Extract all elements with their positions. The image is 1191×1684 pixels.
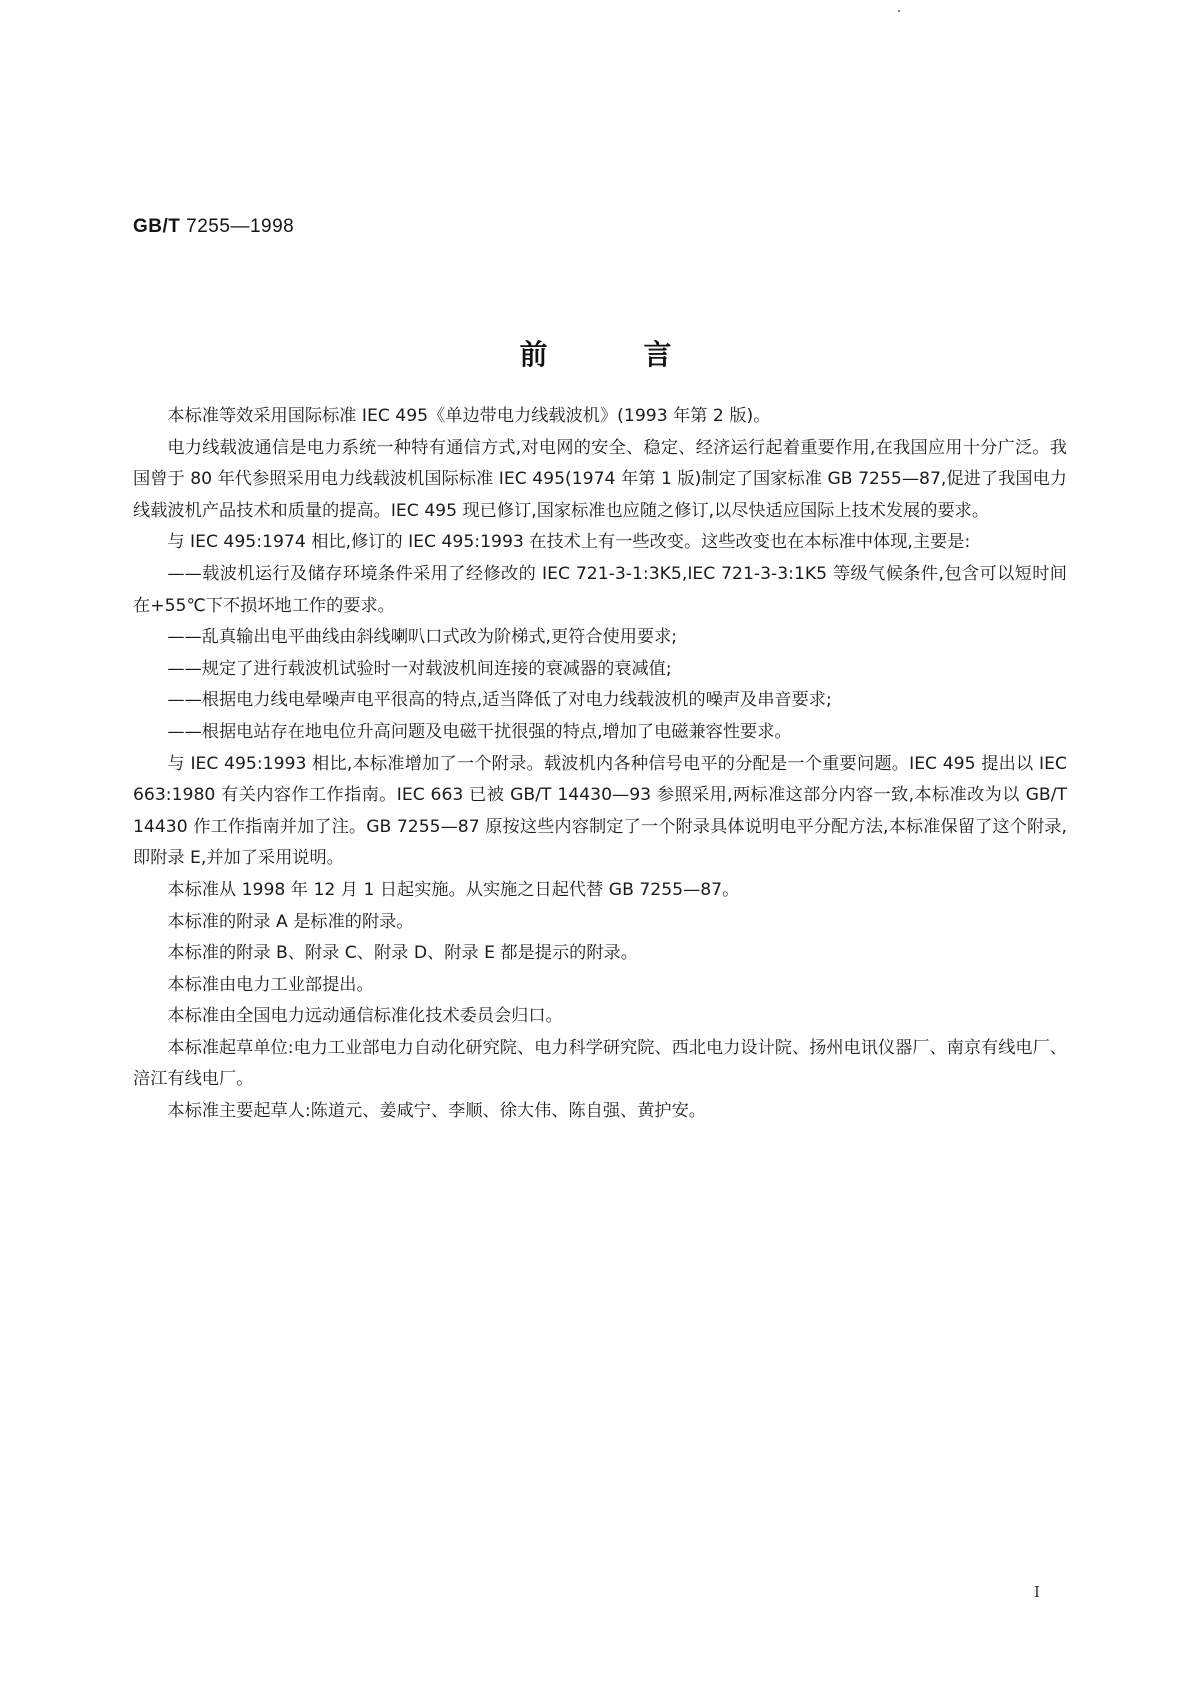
- standard-number: [133, 216, 294, 238]
- paragraph-drafters: 本标准主要起草人:陈道元、姜咸宁、李顺、徐大伟、陈自强、黄护安。: [167, 1101, 706, 1122]
- paragraph-change-environment: ——载波机运行及储存环境条件采用了经修改的 IEC 721-3-1:3K5,IEC 721-3-3:1K5 等级气候条件,包含可以短时间在+55℃下不损坏地工作的要求。: [133, 563, 1067, 616]
- paragraph-normative-appendix: 本标准的附录 A 是标准的附录。: [167, 911, 414, 932]
- page-number: I: [1034, 1583, 1040, 1601]
- paragraph-effective-date: 本标准从 1998 年 12 月 1 日起实施。从实施之日起代替 GB 7255—87。: [167, 879, 740, 900]
- paragraph-change-emc: ——根据电站存在地电位升高问题及电磁干扰很强的特点,增加了电磁兼容性要求。: [167, 721, 792, 742]
- standard-code-prefix: GB/T: [133, 216, 181, 237]
- page-title: [0, 333, 1191, 373]
- standard-code-number: 7255—1998: [186, 216, 295, 237]
- paragraph-proposed-by: 本标准由电力工业部提出。: [167, 974, 374, 995]
- paragraph-drafting-units: 本标准起草单位:电力工业部电力自动化研究院、电力科学研究院、西北电力设计院、扬州电讯仪器厂、南京有线电厂、涪江有线电厂。: [133, 1037, 1067, 1090]
- page-title-char-1: 前: [519, 338, 548, 371]
- paragraph-adoption: 本标准等效采用国际标准 IEC 495《单边带电力线载波机》(1993 年第 2 版)。: [167, 406, 771, 426]
- paragraph-changes-intro: 与 IEC 495:1974 相比,修订的 IEC 495:1993 在技术上有一些改变。这些改变也在本标准中体现,主要是:: [167, 532, 971, 553]
- scan-speck: [898, 10, 900, 12]
- paragraph-background: 电力线载波通信是电力系统一种特有通信方式,对电网的安全、稳定、经济运行起着重要作用,在我国应用十分广泛。我国曾于 80 年代参照采用电力线载波机国际标准 IEC 495(1974 年第 1 版)制定了国家标准 GB 7255—87,促进了我国电力线载波机产品技术和质量的提高。IEC 495 现已修订,国家标准也应随之修订,以尽快适应国际上技术发展的要求。: [133, 437, 1067, 521]
- paragraph-informative-appendices: 本标准的附录 B、附录 C、附录 D、附录 E 都是提示的附录。: [167, 943, 638, 964]
- paragraph-appendix-added: 与 IEC 495:1993 相比,本标准增加了一个附录。载波机内各种信号电平的分配是一个重要问题。IEC 495 提出以 IEC 663:1980 有关内容作工作指南。IEC 663 已被 GB/T 14430—93 参照采用,两标准这部分内容一致,本标准改为以 GB/T 14430 作工作指南并加了注。GB 7255—87 原按这些内容制定了一个附录具体说明电平分配方法,本标准保留了这个附录,即附录 E,并加了采用说明。: [133, 753, 1067, 869]
- paragraph-change-spurious-output: ——乱真输出电平曲线由斜线喇叭口式改为阶梯式,更符合使用要求;: [167, 627, 678, 648]
- paragraph-change-attenuator: ——规定了进行载波机试验时一对载波机间连接的衰减器的衰减值;: [167, 658, 672, 679]
- paragraph-change-noise: ——根据电力线电晕噪声电平很高的特点,适当降低了对电力线载波机的噪声及串音要求;: [167, 690, 832, 711]
- foreword-body: [133, 401, 1067, 1128]
- paragraph-under-jurisdiction: 本标准由全国电力远动通信标准化技术委员会归口。: [167, 1006, 563, 1027]
- page-title-char-2: 言: [643, 338, 672, 371]
